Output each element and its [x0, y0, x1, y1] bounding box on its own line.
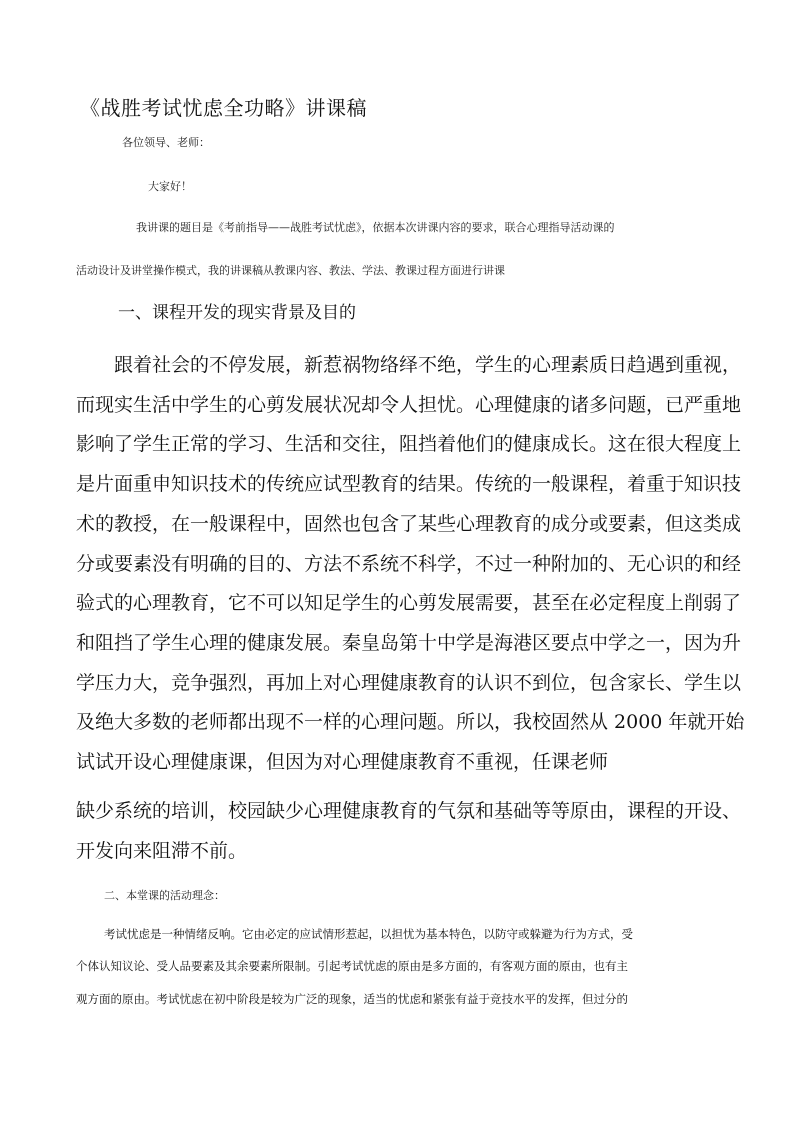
paragraph-line: 而现实生活中学生的心剪发展状况却令人担忧。心理健康的诸多问题，已严重地: [76, 393, 742, 416]
paragraph-line: 跟着社会的不停发展，新惹祸物络绎不绝，学生的心理素质日趋遇到重视，: [114, 354, 742, 376]
intro-line: 我讲课的题目是《考前指导——战胜考试忧虑》，依据本次讲课内容的要求，联合心理指导活动课的: [136, 221, 615, 234]
document-title: 《战胜考试忧虑全功略》讲课稿: [80, 96, 367, 120]
paragraph-line: 及绝大多数的老师都出现不一样的心理问题。所以，我校固然从 2000 年就开始: [76, 711, 745, 734]
paragraph-line: 缺少系统的培训，校园缺少心理健康教育的气氛和基础等等原由，课程的开设、: [76, 800, 742, 822]
paragraph-line: 和阻挡了学生心理的健康发展。秦皇岛第十中学是海港区要点中学之一，因为升: [76, 631, 742, 654]
section-line: 考试忧虑是一种情绪反响。它由必定的应试情形惹起，以担忧为基本特色，以防守或躲避为行为方式，受: [104, 927, 633, 941]
salutation-text: 各位领导、老师：: [122, 136, 210, 149]
body-paragraph: [76, 792, 742, 871]
intro-line: 活动设计及讲堂操作模式，我的讲课稿从教课内容、教法、学法、教课过程方面进行讲课: [76, 264, 505, 277]
section-heading: 二、本堂课的活动理念：: [104, 889, 225, 902]
paragraph-line: 是片面重申知识技术的传统应试型教育的结果。传统的一般课程，着重于知识技: [76, 473, 742, 496]
paragraph-line: 术的教授，在一般课程中，固然也包含了某些心理教育的成分或要素，但这类成: [76, 512, 742, 535]
section-line: 观方面的原由。考试忧虑在初中阶段是较为广泛的现象，适当的忧虑和紧张有益于竞技水平的发挥，但过分的: [76, 992, 628, 1006]
paragraph-line: 试试开设心理健康课，但因为对心理健康教育不重视，任课老师: [76, 751, 609, 774]
paragraph-line: 分或要素没有明确的目的、方法不系统不科学，不过一种附加的、无心识的和经: [76, 552, 742, 575]
paragraph-line: 开发向来阻滞不前。: [76, 839, 248, 862]
body-paragraph: [76, 346, 745, 783]
paragraph-line: 学压力大，竞争强烈，再加上对心理健康教育的认识不到位，包含家长、学生以: [76, 671, 742, 694]
paragraph-line: 验式的心理教育，它不可以知足学生的心剪发展需要，甚至在必定程度上削弱了: [76, 592, 742, 615]
greeting-text: 大家好！: [148, 180, 192, 193]
paragraph-line: 影响了学生正常的学习、生活和交往，阻挡着他们的健康成长。这在很大程度上: [76, 433, 742, 456]
section-line: 个体认知议论、受人品要素及其余要素所限制。引起考试忧虑的原由是多方面的，有客观方面的原由，也有主: [76, 959, 628, 973]
section-heading: 一、课程开发的现实背景及目的: [118, 303, 356, 323]
